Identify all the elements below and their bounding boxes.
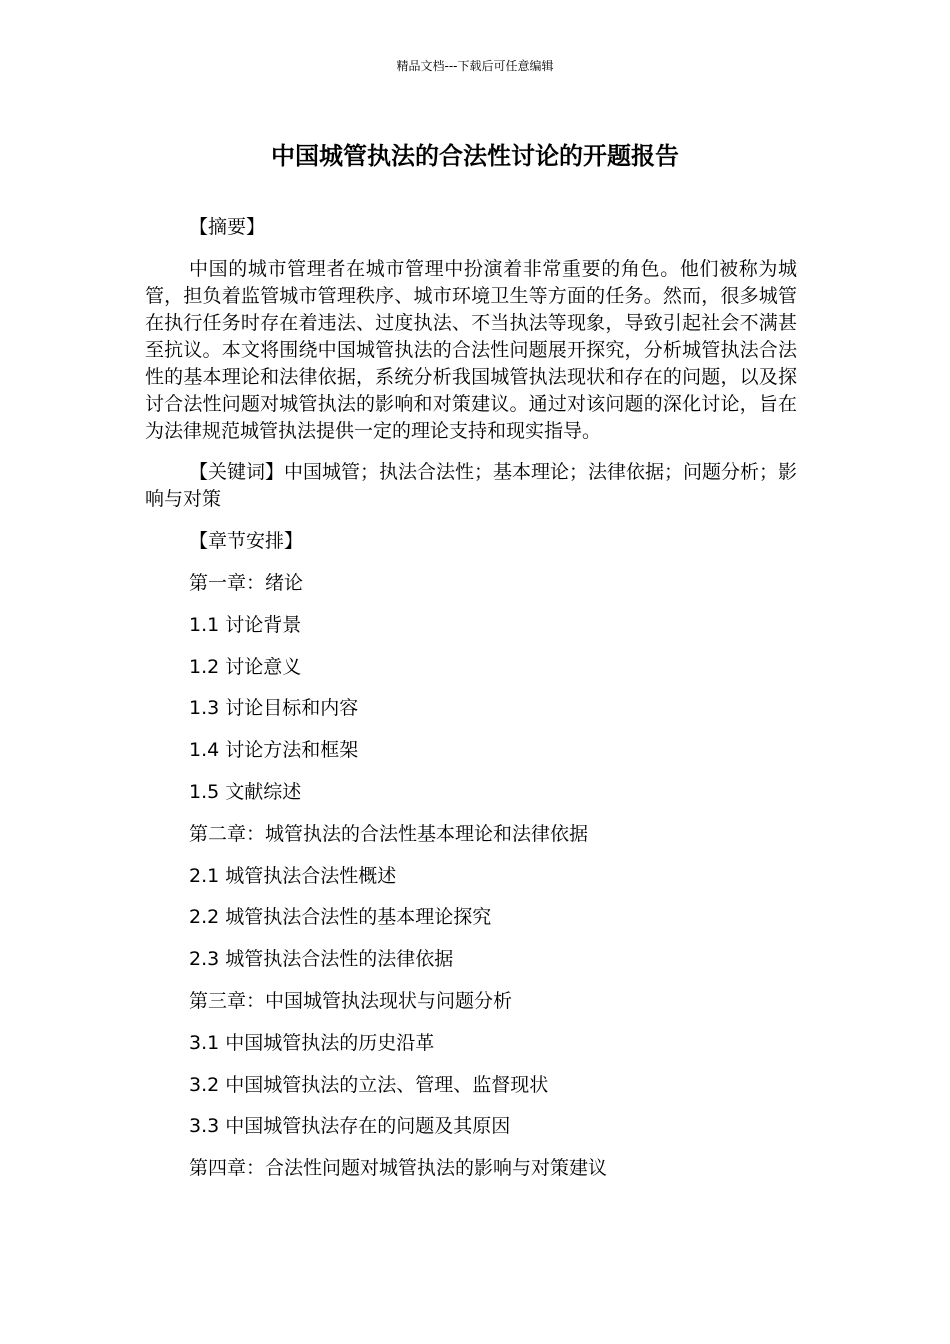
- page-header: 精品文档---下载后可任意编辑: [396, 59, 554, 73]
- toc-item: 第三章：中国城管执法现状与问题分析: [189, 989, 513, 1012]
- toc-item: 2.1 城管执法合法性概述: [189, 864, 397, 887]
- toc-item: 1.3 讨论目标和内容: [189, 697, 359, 720]
- toc-item: 1.5 文献综述: [189, 780, 302, 803]
- toc-item: 2.2 城管执法合法性的基本理论探究: [189, 906, 492, 929]
- toc-item: 2.3 城管执法合法性的法律依据: [189, 948, 454, 971]
- toc-item: 第一章：绪论: [189, 572, 304, 594]
- document-title: 中国城管执法的合法性讨论的开题报告: [271, 142, 679, 170]
- toc-item: 1.2 讨论意义: [189, 655, 302, 678]
- abstract-paragraph: 中国的城市管理者在城市管理中扮演着非常重要的角色。他们被称为城管，担负着监管城市管理秩序、城市环境卫生等方面的任务。然而，很多城管在执行任务时存在着违法、过度执法、不当执法等现象，导致引起社会不满甚至抗议。本文将围绕中国城管执法的合法性问题展开探究，分析城管执法合法性的基本理论和法律依据，系统分析我国城管执法现状和存在的问题，以及探讨合法性问题对城管执法的影响和对策建议。通过对该问题的深化讨论，旨在为法律规范城管执法提供一定的理论支持和现实指导。: [145, 258, 797, 442]
- toc-item: 3.1 中国城管执法的历史沿革: [189, 1031, 435, 1054]
- toc-item: 第二章：城管执法的合法性基本理论和法律依据: [189, 822, 589, 845]
- chapter-arrangement-label: 【章节安排】: [189, 530, 304, 552]
- toc-item: 1.4 讨论方法和框架: [189, 739, 359, 762]
- toc-item: 3.3 中国城管执法存在的问题及其原因: [189, 1115, 511, 1138]
- toc-item: 第四章：合法性问题对城管执法的影响与对策建议: [189, 1157, 608, 1180]
- keywords-paragraph: 【关键词】中国城管；执法合法性；基本理论；法律依据；问题分析；影响与对策: [145, 461, 798, 510]
- toc-item: 3.2 中国城管执法的立法、管理、监督现状: [189, 1073, 549, 1096]
- toc-item: 1.1 讨论背景: [189, 613, 302, 636]
- document-body: [145, 214, 797, 1197]
- abstract-label: 【摘要】: [189, 216, 266, 238]
